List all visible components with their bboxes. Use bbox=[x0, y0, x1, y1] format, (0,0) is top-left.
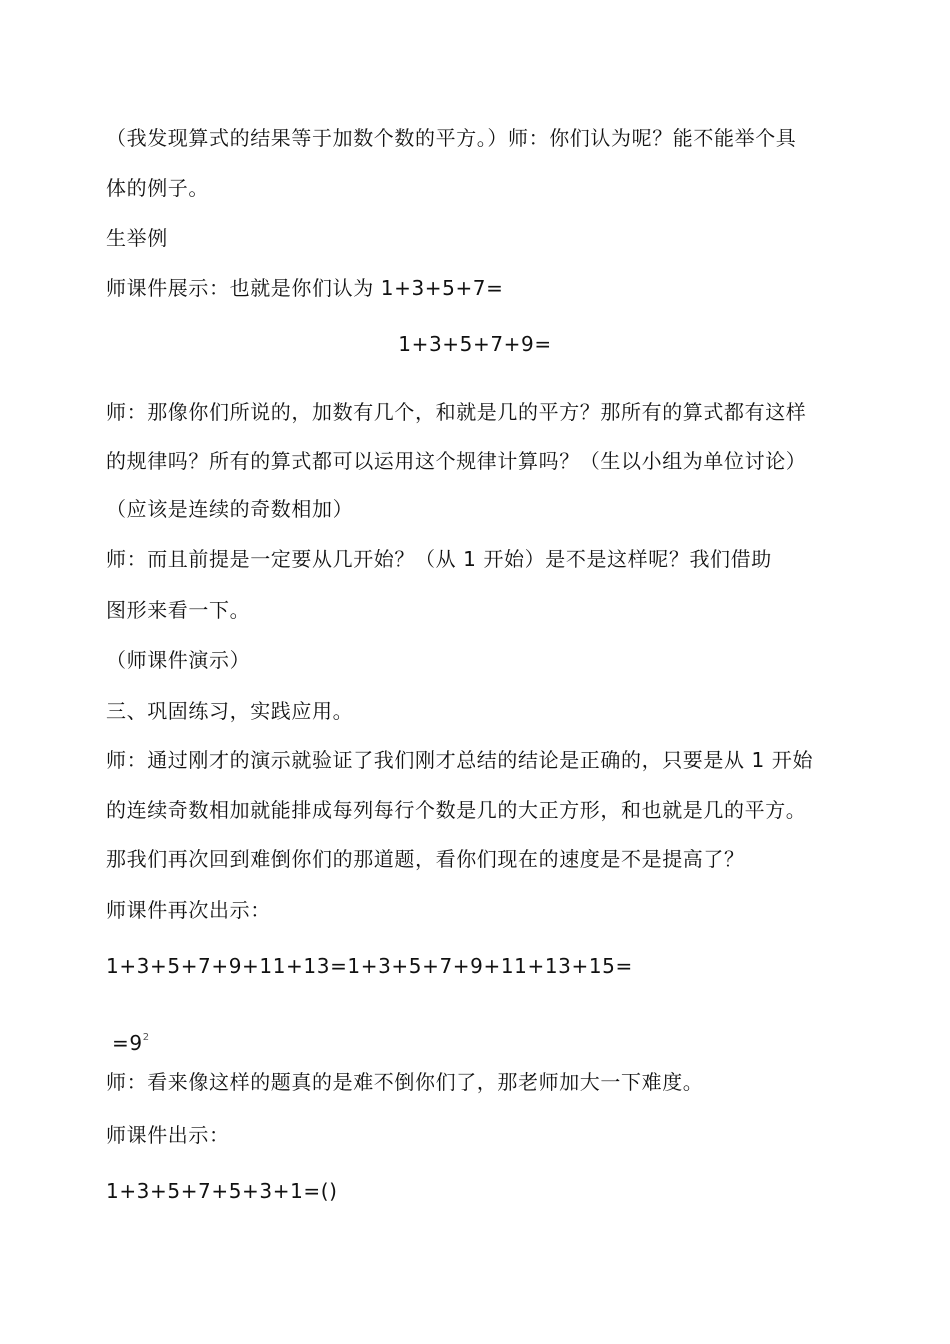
paragraph-line-1: （我发现算式的结果等于加数个数的平方。）师：你们认为呢？能不能举个具 bbox=[106, 126, 797, 150]
equation-result-exponent: 2 bbox=[142, 1032, 150, 1043]
paragraph-line-3: 生举例 bbox=[106, 226, 168, 250]
equation-long: 1+3+5+7+9+11+13=1+3+5+7+9+11+13+15= bbox=[106, 954, 633, 978]
paragraph-line-10: 图形来看一下。 bbox=[106, 598, 251, 622]
paragraph-line-11: （师课件演示） bbox=[106, 648, 251, 672]
paragraph-line-15: 那我们再次回到难倒你们的那道题，看你们现在的速度是不是提高了？ bbox=[106, 847, 745, 871]
section-heading: 三、巩固练习，实践应用。 bbox=[106, 699, 354, 723]
paragraph-line-2: 体的例子。 bbox=[106, 176, 209, 200]
paragraph-line-14: 的连续奇数相加就能排成每列每行个数是几的大正方形，和也就是几的平方。 bbox=[106, 798, 807, 822]
paragraph-line-4: 师课件展示：也就是你们认为 1+3+5+7= bbox=[106, 276, 504, 300]
paragraph-line-6: 师：那像你们所说的，加数有几个，和就是几的平方？那所有的算式都有这样 bbox=[106, 400, 807, 424]
equation-result bbox=[112, 1024, 150, 1057]
paragraph-line-16: 师课件再次出示： bbox=[106, 898, 271, 922]
equation-result-base: =9 bbox=[112, 1031, 143, 1055]
paragraph-line-9: 师：而且前提是一定要从几开始？（从 1 开始）是不是这样呢？我们借助 bbox=[106, 547, 772, 571]
paragraph-line-7: 的规律吗？所有的算式都可以运用这个规律计算吗？（生以小组为单位讨论） bbox=[106, 449, 807, 473]
paragraph-line-20: 师课件出示： bbox=[106, 1123, 230, 1147]
equation-final: 1+3+5+7+5+3+1=() bbox=[106, 1179, 338, 1203]
paragraph-line-8: （应该是连续的奇数相加） bbox=[106, 497, 354, 521]
paragraph-line-13: 师：通过刚才的演示就验证了我们刚才总结的结论是正确的，只要是从 1 开始 bbox=[106, 748, 814, 772]
paragraph-line-19: 师：看来像这样的题真的是难不倒你们了，那老师加大一下难度。 bbox=[106, 1070, 704, 1094]
equation-centered: 1+3+5+7+9= bbox=[398, 332, 552, 356]
